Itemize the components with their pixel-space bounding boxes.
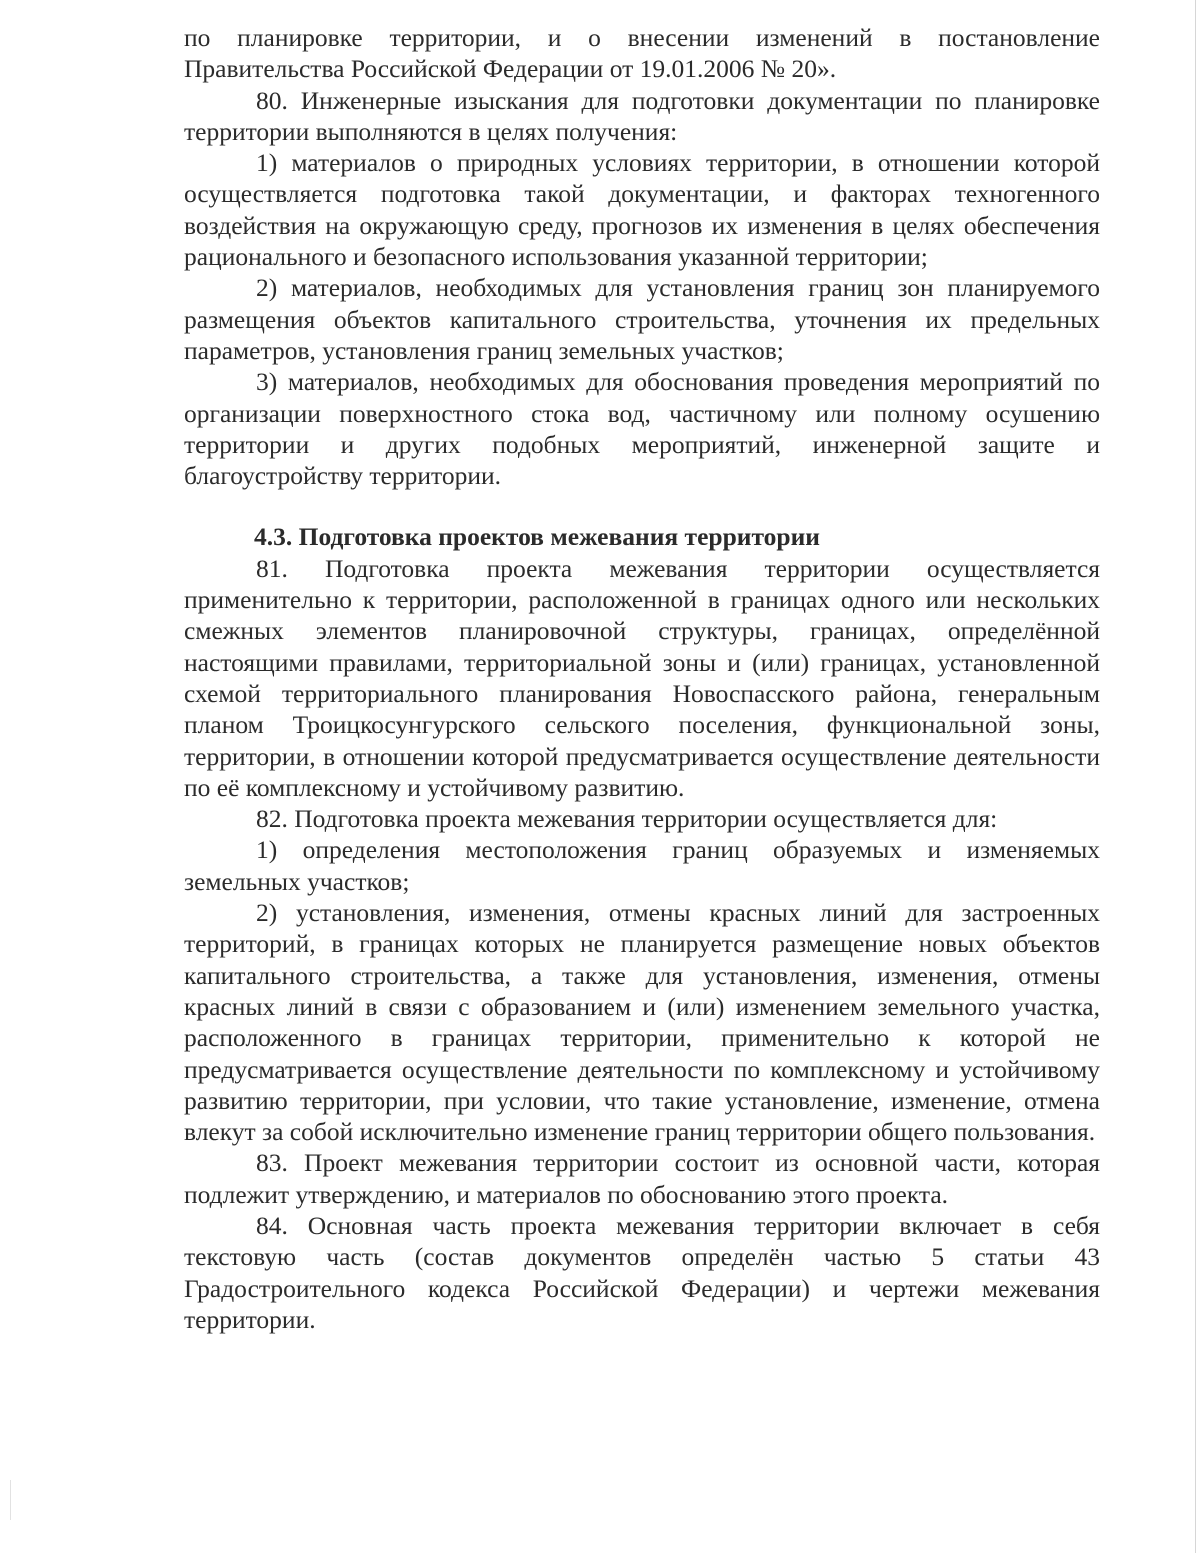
- list-item-80-3: 3) материалов, необходимых для обоснования проведения мероприятий по организации поверхностного стока вод, частичному или полному осушению территории и других подобных мероприятий, инженерной защите и благоустройству территории.: [184, 367, 1100, 491]
- list-item-82-2: 2) установления, изменения, отмены красных линий для застроенных территорий, в границах которых не планируется размещение новых объектов капитального строительства, а также для установления, изменения, отмены красных линий в связи с образованием и (или) изменением земельного участка, расположенного в границах территории, применительно к которой не предусматривается осуществление деятельности по комплексному и устойчивому развитию территории, при условии, что такие установление, изменение, отмена влекут за собой исключительно изменение границ территории общего пользования.: [184, 898, 1100, 1147]
- scan-edge-line: [1195, 0, 1196, 1553]
- paragraph-82: 82. Подготовка проекта межевания территории осуществляется для:: [256, 804, 998, 834]
- paragraph-84: 84. Основная часть проекта межевания территории включает в себя текстовую часть (состав документов определён частью 5 статьи 43 Градостроительного кодекса Российской Федерации) и чертежи межевания территории.: [184, 1210, 1100, 1334]
- paragraph-continuation: по планировке территории, и о внесении изменений в постановление Правительства Российской Федерации от 19.01.2006 № 20».: [184, 23, 1100, 84]
- section-heading: 4.3. Подготовка проектов межевания территории: [254, 522, 820, 552]
- list-item-80-1: 1) материалов о природных условиях территории, в отношении которой осуществляется подготовка такой документации, и факторах техногенного воздействия на окружающую среду, прогнозов их изменения в целях обеспечения рационального и безопасного использования указанной территории;: [184, 148, 1100, 272]
- paragraph-83: 83. Проект межевания территории состоит из основной части, которая подлежит утверждению, и материалов по обоснованию этого проекта.: [184, 1148, 1100, 1209]
- document-body: [184, 22, 1100, 1335]
- scan-edge-mark: [10, 1480, 11, 1520]
- paragraph-80: 80. Инженерные изыскания для подготовки документации по планировке территории выполняются в целях получения:: [184, 85, 1100, 146]
- list-item-82-1: 1) определения местоположения границ образуемых и изменяемых земельных участков;: [184, 835, 1100, 896]
- paragraph-81: 81. Подготовка проекта межевания территории осуществляется применительно к территории, расположенной в границах одного или нескольких смежных элементов планировочной структуры, границах, определённой настоящими правилами, территориальной зоны и (или) границах, установленной схемой территориального планирования Новоспасского района, генеральным планом Троицкосунгурского сельского поселения, функциональной зоны, территории, в отношении которой предусматривается осуществление деятельности по её комплексному и устойчивому развитию.: [184, 553, 1100, 802]
- list-item-80-2: 2) материалов, необходимых для установления границ зон планируемого размещения объектов капитального строительства, уточнения их предельных параметров, установления границ земельных участков;: [184, 273, 1100, 365]
